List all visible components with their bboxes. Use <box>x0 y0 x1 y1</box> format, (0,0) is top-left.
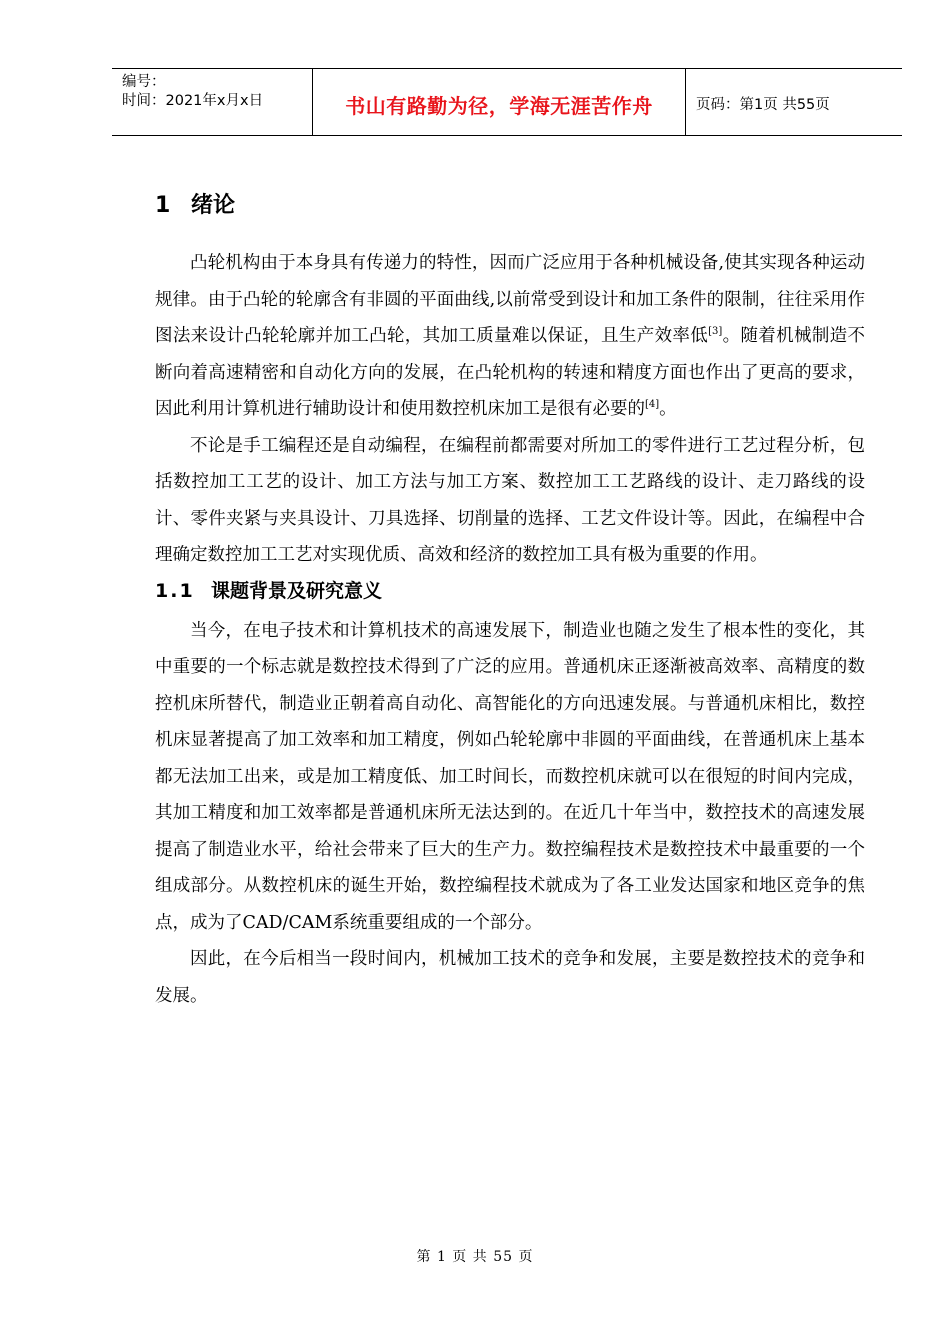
section-title: 课题背景及研究意义 <box>211 579 383 602</box>
section-paragraph: 因此，在今后相当一段时间内，机械加工技术的竞争和发展，主要是数控技术的竞争和发展。 <box>155 949 865 1006</box>
paragraph-text: 。随着机械制造不断向着高速精密和自动化方向的发展，在凸轮机构的转速和精度方面也作出了更高的要求，因此利用计算机进行辅助设计和使用数控机床加工是很有必要的 <box>155 326 865 419</box>
chapter-heading <box>155 188 865 224</box>
header-page-info: 页码：第1页 共55页 <box>696 96 830 113</box>
chapter-paragraph <box>155 245 865 428</box>
section-heading <box>155 576 865 606</box>
document-body <box>155 188 865 1014</box>
paragraph-text: 。 <box>659 399 677 419</box>
citation-ref: [3] <box>708 326 723 337</box>
chapter-title: 绪论 <box>191 193 236 218</box>
chapter-number: 1 <box>155 193 171 218</box>
chapter-paragraph: 不论是手工编程还是自动编程，在编程前都需要对所加工的零件进行工艺过程分析，包括数控加工工艺的设计、加工方法与加工方案、数控加工工艺路线的设计、走刀路线的设计、零件夹紧与夹具设计、刀具选择、切削量的选择、工艺文件设计等。因此，在编程中合理确定数控加工工艺对实现优质、高效和经济的数控加工具有极为重要的作用。 <box>155 435 865 565</box>
date-label: 时间：2021年x月x日 <box>122 93 264 109</box>
header-motto: 书山有路勤为径，学海无涯苦作舟 <box>312 69 686 135</box>
paragraph-text: 凸轮机构由于本身具有传递力的特性，因而广泛应用于各种机械设备,使其实现各种运动规律。由于凸轮的轮廓含有非圆的平面曲线,以前常受到设计和加工条件的限制，往往采用作图法来设计凸轮轮廓并加工凸轮，其加工质量难以保证，且生产效率低 <box>155 253 865 346</box>
page-footer: 第 1 页 共 55 页 <box>416 1249 534 1265</box>
section-number: 1.1 <box>155 579 195 602</box>
header-meta-cell <box>112 69 312 135</box>
section-paragraph: 当今，在电子技术和计算机技术的高速发展下，制造业也随之发生了根本性的变化，其中重要的一个标志就是数控技术得到了广泛的应用。普通机床正逐渐被高效率、高精度的数控机床所替代，制造业正朝着高自动化、高智能化的方向迅速发展。与普通机床相比，数控机床显著提高了加工效率和加工精度，例如凸轮轮廓中非圆的平面曲线，在普通机床上基本都无法加工出来，或是加工精度低、加工时间长，而数控机床就可以在很短的时间内完成，其加工精度和加工效率都是普通机床所无法达到的。在近几十年当中，数控技术的高速发展提高了制造业水平，给社会带来了巨大的生产力。数控编程技术是数控技术中最重要的一个组成部分。从数控机床的诞生开始，数控编程技术就成为了各工业发达国家和地区竞争的焦点，成为了CAD/CAM系统重要组成的一个部分。 <box>155 620 865 933</box>
citation-ref: [4] <box>645 399 660 410</box>
page-header <box>112 68 902 136</box>
serial-number-label: 编号： <box>122 74 166 90</box>
